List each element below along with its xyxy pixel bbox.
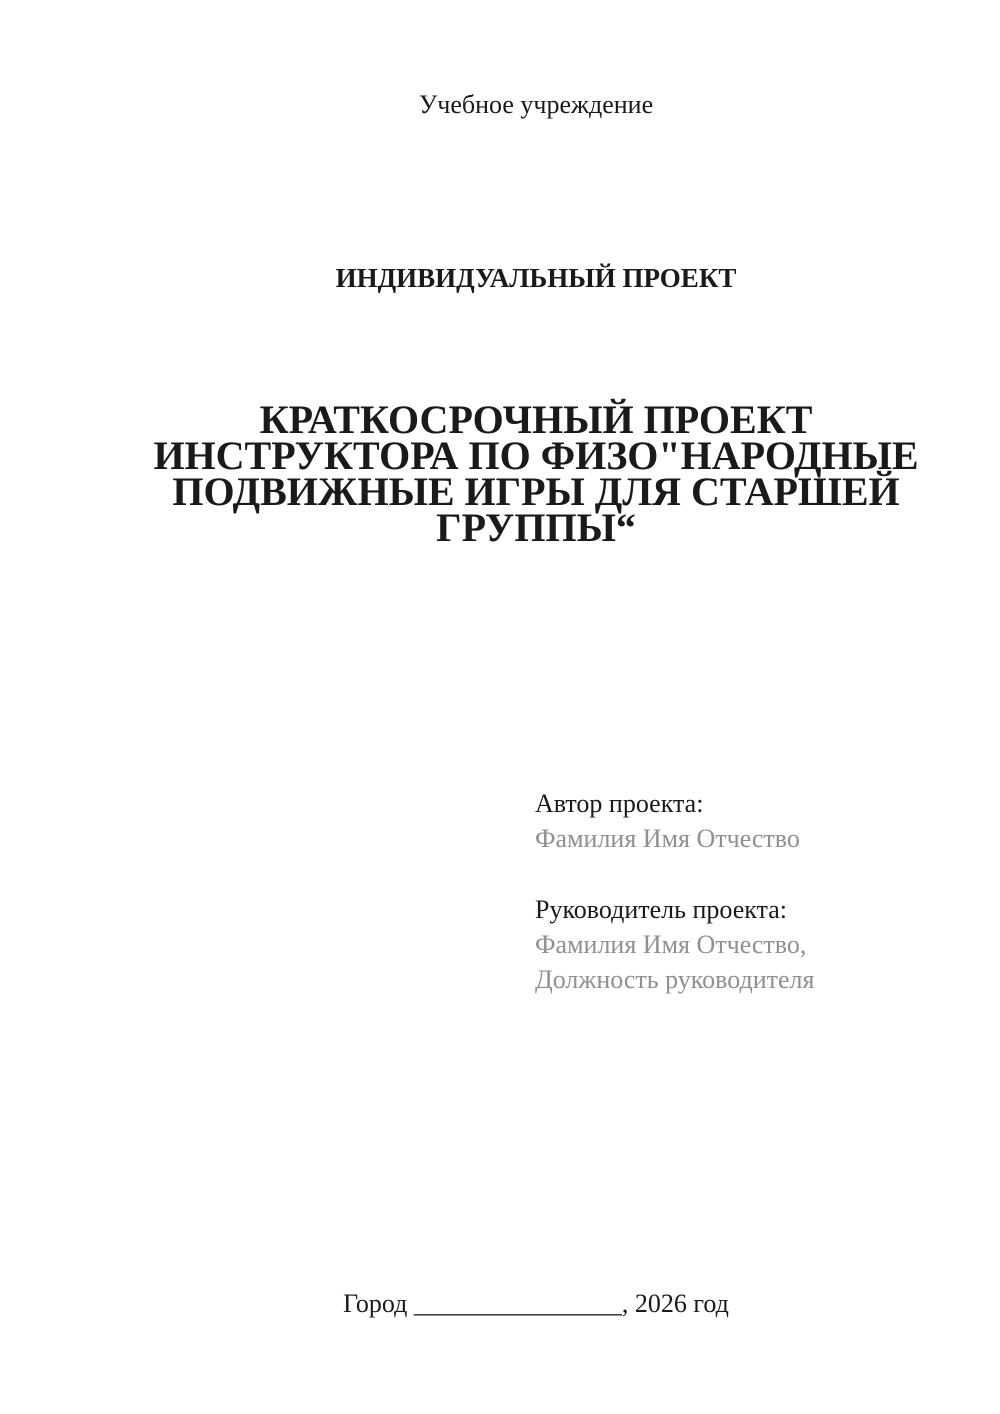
- credits-block: [535, 786, 814, 997]
- project-title-line-4: ГРУППЫ“: [436, 505, 636, 550]
- supervisor-name-placeholder: Фамилия Имя Отчество,: [535, 930, 807, 959]
- doc-type-heading: ИНДИВИДУАЛЬНЫЙ ПРОЕКТ: [335, 263, 737, 293]
- author-name-placeholder: Фамилия Имя Отчество: [535, 824, 800, 853]
- city-year-line: Город ________________, 2026 год: [343, 1289, 729, 1318]
- supervisor-group: [535, 892, 814, 997]
- project-title-line-2: ИНСТРУКТОРА ПО ФИЗО"НАРОДНЫЕ: [153, 433, 919, 478]
- supervisor-position-placeholder: Должность руководителя: [535, 965, 815, 994]
- supervisor-label: Руководитель проекта:: [535, 895, 788, 924]
- author-group: [535, 786, 814, 856]
- author-label: Автор проекта:: [535, 789, 704, 818]
- org-name: Учебное учреждение: [418, 90, 654, 119]
- project-title: [143, 397, 929, 550]
- project-title-line-3: ПОДВИЖНЫЕ ИГРЫ ДЛЯ СТАРШЕЙ: [172, 469, 900, 514]
- project-title-line-1: КРАТКОСРОЧНЫЙ ПРОЕКТ: [259, 397, 813, 442]
